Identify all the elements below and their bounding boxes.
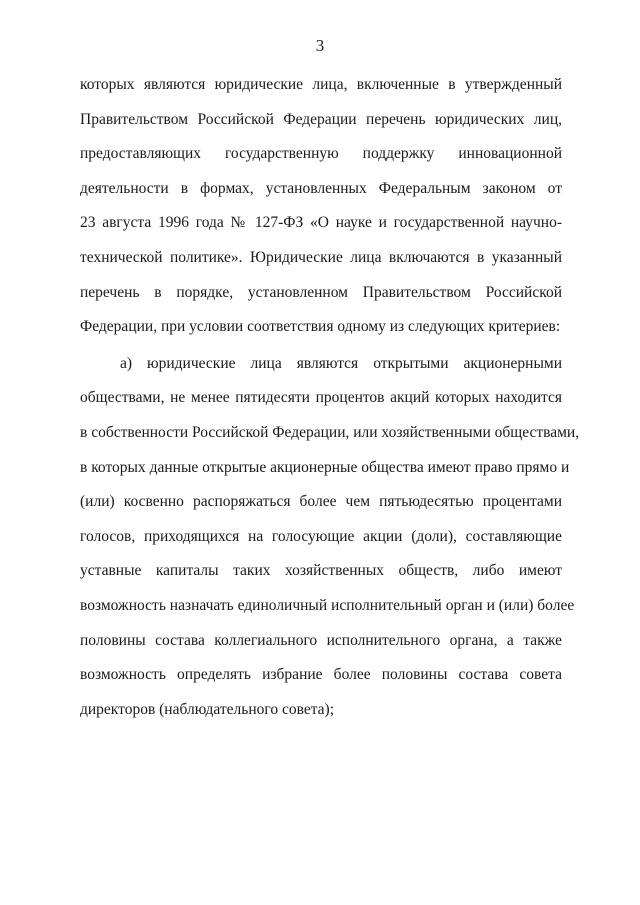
text-line: (или) косвенно распоряжаться более чем пятьюдесятью процентами <box>80 493 562 511</box>
text-line: которых являются юридические лица, включенные в утвержденный <box>80 76 562 93</box>
text-line: возможность определять избрание более половины состава совета <box>80 666 562 684</box>
paragraph-continuation <box>80 68 562 345</box>
text-line: перечень в порядке, установленном Правительством Российской <box>80 283 562 301</box>
text-line: голосов, приходящихся на голосующие акции (доли), составляющие <box>80 527 562 545</box>
text-line: возможность назначать единоличный исполнительный орган и (или) более <box>80 596 575 614</box>
text-line: Федерации, при условии соответствия одному из следующих критериев: <box>80 318 561 336</box>
text-line: в которых данные открытые акционерные общества имеют право прямо и <box>80 458 570 476</box>
paragraph-item-a <box>80 347 580 728</box>
text-line: в собственности Российской Федерации, или хозяйственными обществами, <box>80 423 580 441</box>
text-line: Правительством Российской Федерации перечень юридических лиц, <box>80 110 562 128</box>
text-line: обществами, не менее пятидесяти процентов акций которых находится <box>80 389 562 407</box>
page-number: 3 <box>315 36 325 55</box>
document-body <box>80 68 580 727</box>
text-line: а) юридические лица являются открытыми акционерными <box>120 354 562 372</box>
text-line: предоставляющих государственную поддержку инновационной <box>80 145 562 163</box>
text-line: половины состава коллегиального исполнительного органа, а также <box>80 631 562 649</box>
text-line: технической политике». Юридические лица включаются в указанный <box>80 248 562 266</box>
text-line: уставные капиталы таких хозяйственных обществ, либо имеют <box>80 562 562 580</box>
text-line: 23 августа 1996 года № 127-ФЗ «О науке и государственной научно- <box>80 214 562 232</box>
text-line: директоров (наблюдательного совета); <box>80 700 335 718</box>
text-line: деятельности в формах, установленных Федеральным законом от <box>80 179 562 197</box>
